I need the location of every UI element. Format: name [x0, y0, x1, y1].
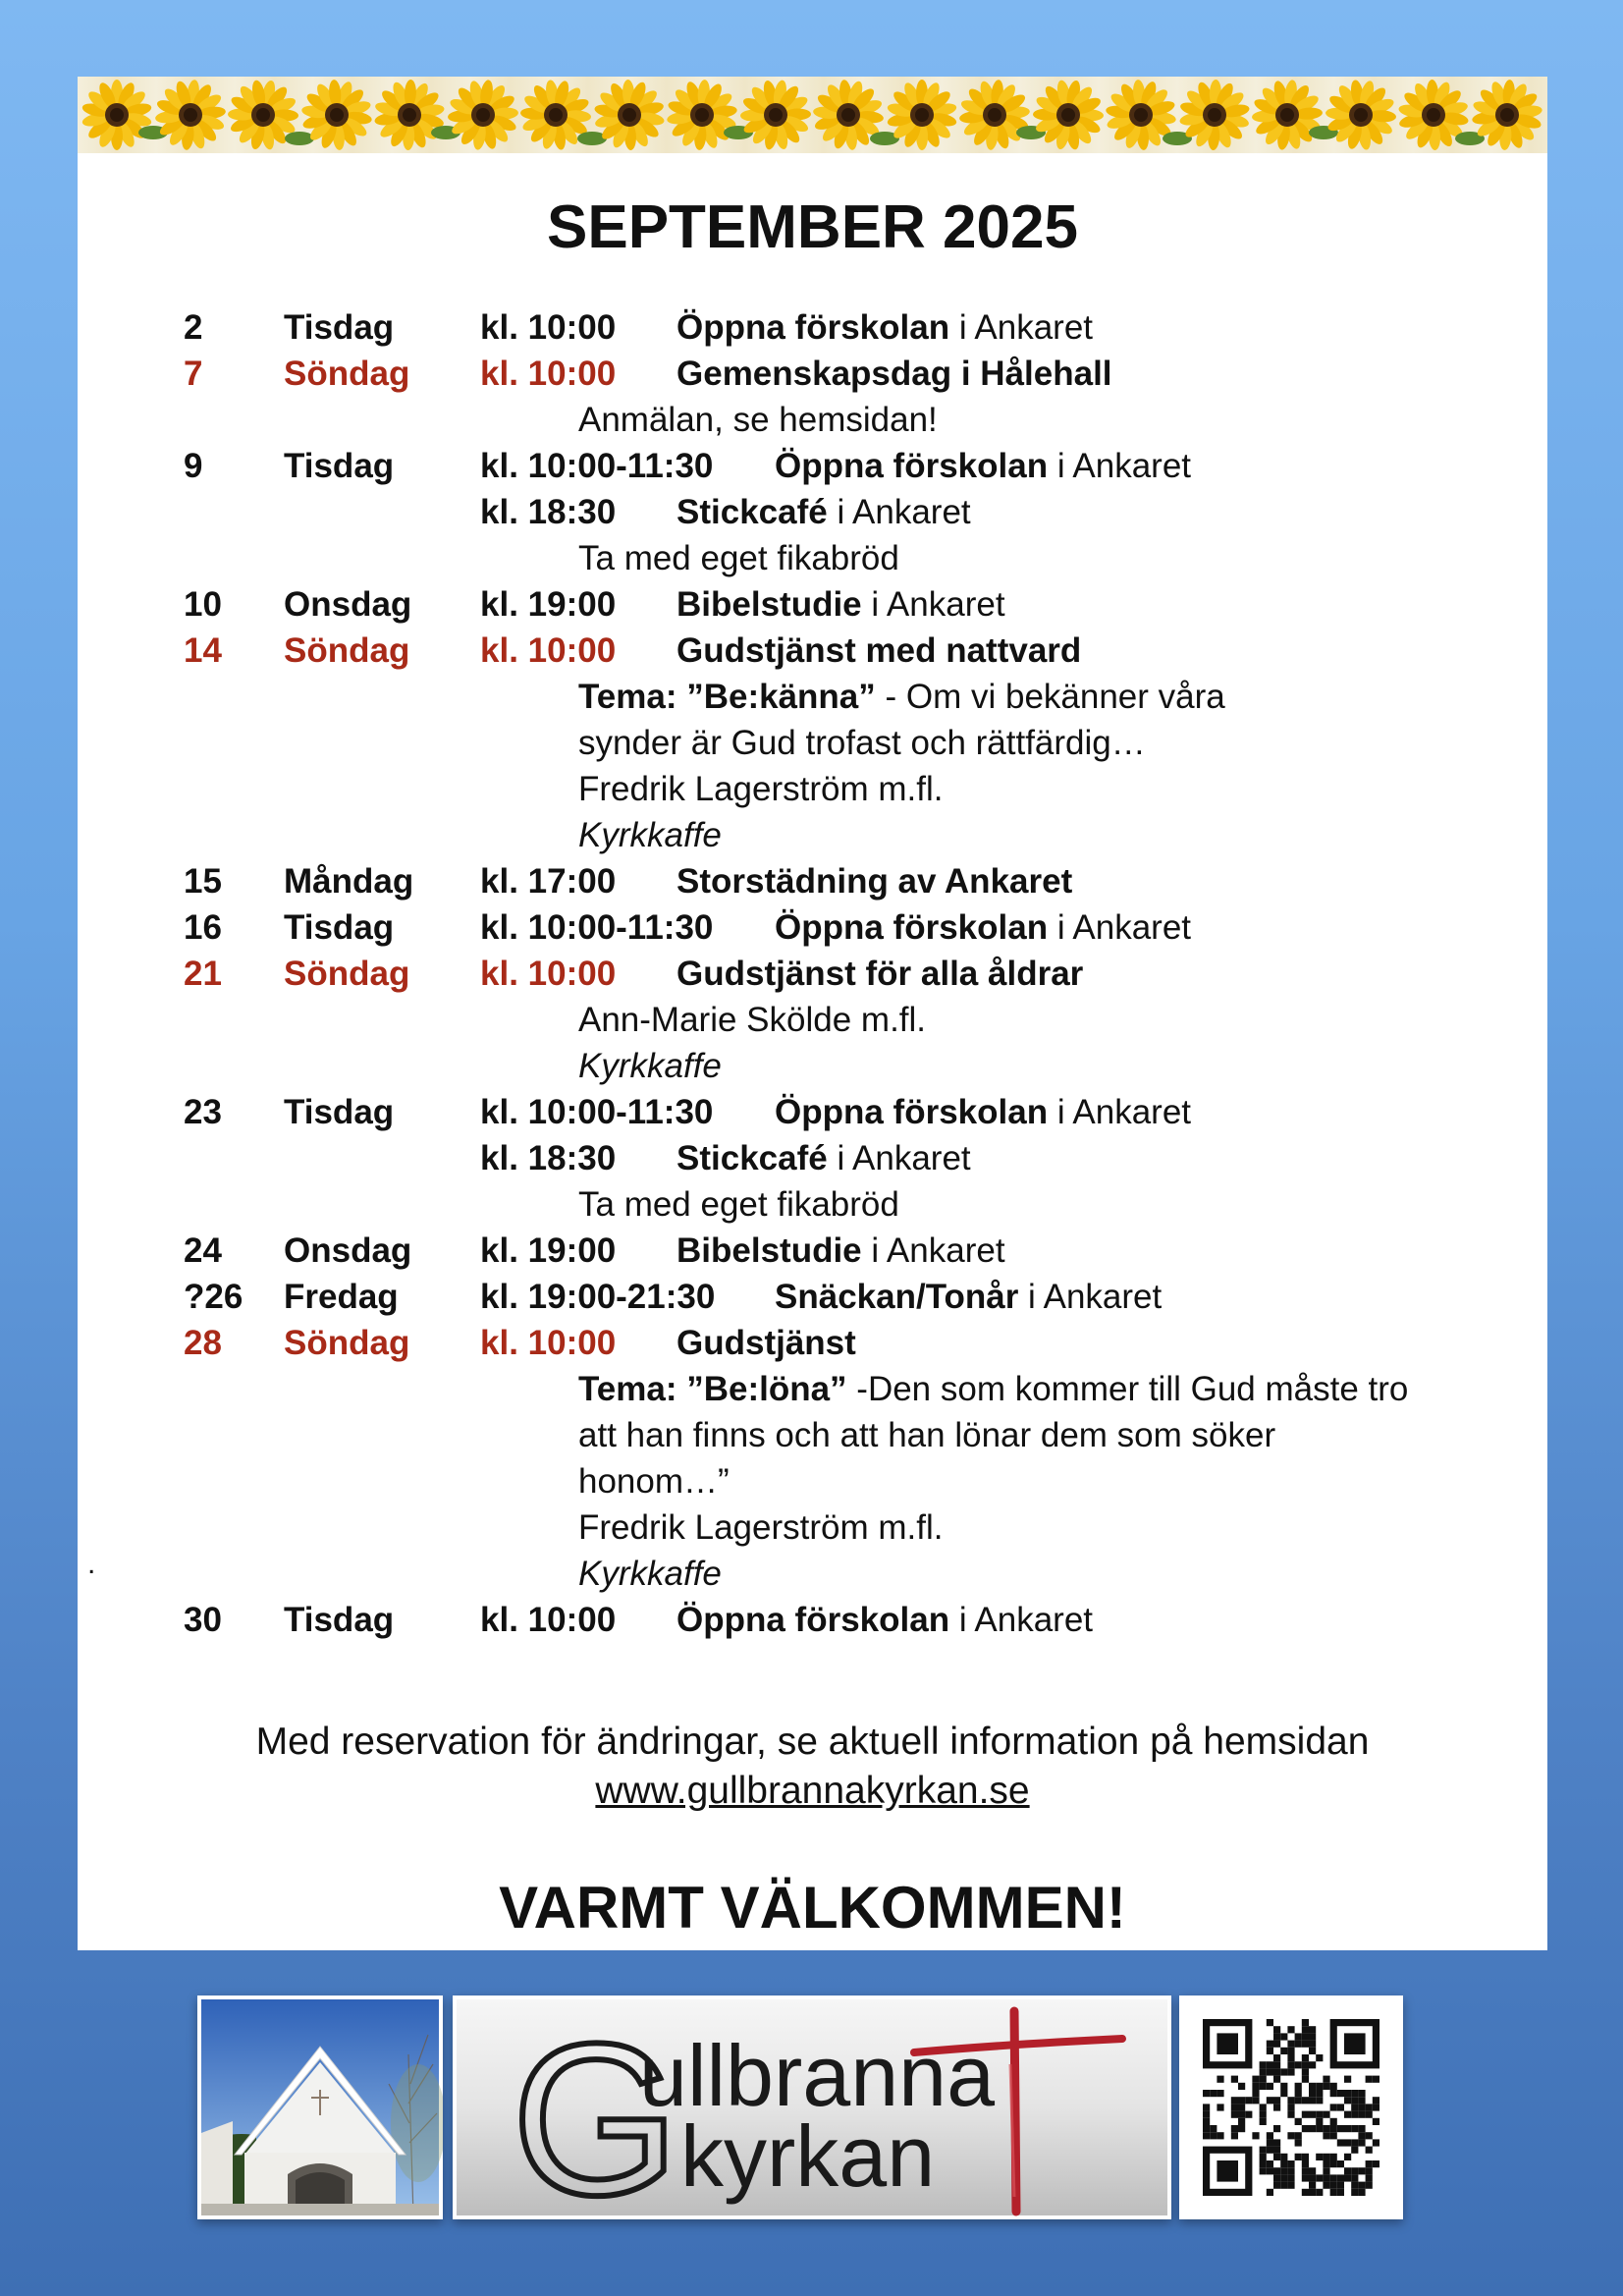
event-row: [78, 355, 1547, 401]
event-description: [676, 955, 1083, 994]
event-day: 16: [184, 908, 222, 947]
event-note: [578, 724, 1146, 763]
sunflower-banner: [78, 77, 1547, 153]
event-location: i Ankaret: [861, 585, 1005, 624]
church-photo-image: [197, 1995, 443, 2219]
event-day: 15: [184, 862, 222, 901]
event-day: 9: [184, 447, 203, 485]
event-row: [78, 585, 1547, 631]
sunflower-icon: [740, 80, 811, 150]
event-time: kl. 19:00: [480, 585, 617, 624]
event-location: i Ankaret: [949, 308, 1094, 347]
event-description: [676, 1139, 971, 1178]
event-weekday: Söndag: [284, 955, 410, 993]
event-location: i Ankaret: [1018, 1278, 1163, 1316]
welcome-heading: VARMT VÄLKOMMEN!: [499, 1875, 1126, 1941]
event-weekday: Tisdag: [284, 447, 395, 485]
event-note: [578, 1370, 1408, 1409]
event-title: Gudstjänst för alla åldrar: [676, 955, 1084, 993]
note-text: att han finns och att han lönar dem som söker: [578, 1416, 1276, 1454]
sunflower-icon: [887, 80, 957, 150]
event-note: [578, 1555, 722, 1594]
note-italic: Kyrkkaffe: [578, 816, 722, 854]
footer-note: [78, 1718, 1547, 1816]
logo-graphic: [453, 1995, 1171, 2219]
note-text: Ta med eget fikabröd: [578, 1185, 899, 1224]
event-location: i Ankaret: [861, 1231, 1005, 1270]
event-description: [775, 1093, 1191, 1132]
event-row: [78, 908, 1547, 955]
event-weekday: Tisdag: [284, 308, 395, 347]
event-description: [775, 908, 1191, 948]
event-row: [78, 1601, 1547, 1647]
note-text: synder är Gud trofast och rättfärdig…: [578, 724, 1146, 762]
event-weekday: Tisdag: [284, 1093, 395, 1131]
event-title: Gemenskapsdag i Hålehall: [676, 355, 1112, 393]
event-title: Snäckan/Tonår: [775, 1278, 1019, 1316]
event-day: 21: [184, 955, 222, 993]
event-time: kl. 19:00-21:30: [480, 1278, 716, 1316]
sunflower-icon: [155, 80, 226, 150]
event-description: [775, 1278, 1162, 1317]
event-note: [578, 770, 943, 809]
event-row: [78, 1093, 1547, 1139]
note-text: honom…”: [578, 1462, 730, 1501]
event-time: kl. 10:00-11:30: [480, 1093, 714, 1131]
event-weekday: Söndag: [284, 355, 410, 393]
sunflower-icon: [1033, 80, 1104, 150]
sunflower-icon: [959, 80, 1030, 150]
note-text: Ann-Marie Skölde m.fl.: [578, 1001, 927, 1039]
note-italic: Kyrkkaffe: [578, 1555, 722, 1593]
event-description: [676, 493, 971, 532]
sunflower-icon: [1325, 80, 1396, 150]
event-day: 30: [184, 1601, 222, 1639]
event-description: [676, 308, 1093, 348]
event-title: Öppna förskolan: [676, 1601, 950, 1639]
reservation-text: Med reservation för ändringar, se aktuell information på hemsidan: [255, 1721, 1370, 1763]
event-note-row: [78, 770, 1547, 816]
event-location: i Ankaret: [1048, 1093, 1192, 1131]
event-time: kl. 10:00: [480, 955, 617, 993]
theme-label: Tema: ”Be:löna”: [578, 1370, 847, 1408]
event-title: Öppna förskolan: [775, 1093, 1049, 1131]
event-note-row: [78, 401, 1547, 447]
website-link[interactable]: www.gullbrannakyrkan.se: [595, 1770, 1030, 1812]
church-photo: [197, 1995, 443, 2219]
event-schedule: [78, 308, 1547, 1647]
qr-code-icon: [1179, 1995, 1403, 2219]
event-title: Gudstjänst: [676, 1324, 856, 1362]
event-note: [578, 1416, 1275, 1455]
event-weekday: Fredag: [284, 1278, 399, 1316]
event-row: [78, 862, 1547, 908]
event-note-row: [78, 816, 1547, 862]
event-day: 14: [184, 631, 222, 670]
event-note-row: [78, 678, 1547, 724]
event-description: [775, 447, 1191, 486]
event-day: 23: [184, 1093, 222, 1131]
event-note-row: [78, 1185, 1547, 1231]
sunflower-icon: [81, 80, 152, 150]
event-row: [78, 1278, 1547, 1324]
event-row: [78, 1231, 1547, 1278]
note-text: - Om vi bekänner våra: [875, 678, 1225, 716]
event-description: [676, 585, 1005, 625]
event-title: Öppna förskolan: [775, 908, 1049, 947]
event-weekday: Måndag: [284, 862, 414, 901]
event-row: [78, 955, 1547, 1001]
event-row: [78, 308, 1547, 355]
logo-line1: ullbranna: [639, 2027, 996, 2124]
event-note: [578, 678, 1225, 717]
event-weekday: Tisdag: [284, 1601, 395, 1639]
event-title: Stickcafé: [676, 1139, 828, 1177]
logo-initial: G: [512, 1998, 680, 2219]
event-time: kl. 18:30: [480, 493, 617, 531]
sunflower-icon: [1252, 80, 1323, 150]
event-row: [78, 1324, 1547, 1370]
event-description: [676, 355, 1112, 394]
event-note: [578, 1001, 926, 1040]
sunflower-icon: [1179, 80, 1250, 150]
event-note: [578, 1462, 730, 1502]
event-title: Bibelstudie: [676, 1231, 862, 1270]
event-time: kl. 18:30: [480, 1139, 617, 1177]
event-time: kl. 17:00: [480, 862, 617, 901]
theme-label: Tema: ”Be:känna”: [578, 678, 876, 716]
note-text: Anmälan, se hemsidan!: [578, 401, 938, 439]
event-time: kl. 10:00: [480, 308, 617, 347]
event-title: Bibelstudie: [676, 585, 862, 624]
event-location: i Ankaret: [827, 1139, 971, 1177]
event-description: [676, 1324, 856, 1363]
event-time: kl. 10:00-11:30: [480, 447, 714, 485]
event-description: [676, 631, 1081, 671]
sunflower-icon: [448, 80, 518, 150]
event-note-row: [78, 1462, 1547, 1508]
event-note-row: [78, 724, 1547, 770]
note-text: -Den som kommer till Gud måste tro: [846, 1370, 1409, 1408]
event-day: 24: [184, 1231, 222, 1270]
event-row: [78, 631, 1547, 678]
event-weekday: Tisdag: [284, 908, 395, 947]
event-weekday: Söndag: [284, 1324, 410, 1362]
stray-dot: .: [87, 1548, 96, 1580]
sunflower-icon: [301, 80, 372, 150]
event-note-row: [78, 1047, 1547, 1093]
event-day: 28: [184, 1324, 222, 1362]
calendar-card: [78, 77, 1547, 1950]
event-time: kl. 10:00: [480, 1601, 617, 1639]
event-time: kl. 10:00: [480, 1324, 617, 1362]
event-subrow: [78, 493, 1547, 539]
event-note: [578, 816, 722, 855]
note-text: Fredrik Lagerström m.fl.: [578, 770, 944, 808]
event-day: 7: [184, 355, 203, 393]
event-location: i Ankaret: [1048, 447, 1192, 485]
event-time: kl. 10:00: [480, 355, 617, 393]
sunflower-icon: [374, 80, 445, 150]
event-note: [578, 1047, 722, 1086]
event-time: kl. 10:00-11:30: [480, 908, 714, 947]
event-location: i Ankaret: [949, 1601, 1094, 1639]
event-note: [578, 539, 899, 578]
event-day: ?26: [184, 1278, 243, 1316]
note-italic: Kyrkkaffe: [578, 1047, 722, 1085]
event-note-row: [78, 539, 1547, 585]
event-note-row: [78, 1001, 1547, 1047]
event-title: Storstädning av Ankaret: [676, 862, 1073, 901]
event-title: Öppna förskolan: [676, 308, 950, 347]
sunflower-icon: [1472, 80, 1542, 150]
logo-line2: kyrkan: [680, 2107, 936, 2205]
event-weekday: Söndag: [284, 631, 410, 670]
note-text: Fredrik Lagerström m.fl.: [578, 1508, 944, 1547]
sunflower-icon: [594, 80, 665, 150]
page-title: SEPTEMBER 2025: [547, 193, 1078, 261]
event-note: [578, 401, 938, 440]
event-note-row: [78, 1508, 1547, 1555]
event-day: 2: [184, 308, 203, 347]
event-note: [578, 1185, 899, 1225]
event-note-row: [78, 1555, 1547, 1601]
event-time: kl. 19:00: [480, 1231, 617, 1270]
event-location: i Ankaret: [827, 493, 971, 531]
event-title: Stickcafé: [676, 493, 828, 531]
event-weekday: Onsdag: [284, 585, 412, 624]
event-location: i Ankaret: [1048, 908, 1192, 947]
event-note-row: [78, 1370, 1547, 1416]
event-row: [78, 447, 1547, 493]
event-title: Öppna förskolan: [775, 447, 1049, 485]
event-time: kl. 10:00: [480, 631, 617, 670]
event-description: [676, 1601, 1093, 1640]
event-weekday: Onsdag: [284, 1231, 412, 1270]
event-day: 10: [184, 585, 222, 624]
sunflower-icon: [667, 80, 737, 150]
event-note-row: [78, 1416, 1547, 1462]
event-description: [676, 862, 1072, 902]
event-title: Gudstjänst med nattvard: [676, 631, 1082, 670]
event-note: [578, 1508, 943, 1548]
qr-code[interactable]: [1179, 1995, 1403, 2219]
gullbranna-logo: [453, 1995, 1171, 2219]
event-subrow: [78, 1139, 1547, 1185]
note-text: Ta med eget fikabröd: [578, 539, 899, 577]
event-description: [676, 1231, 1005, 1271]
